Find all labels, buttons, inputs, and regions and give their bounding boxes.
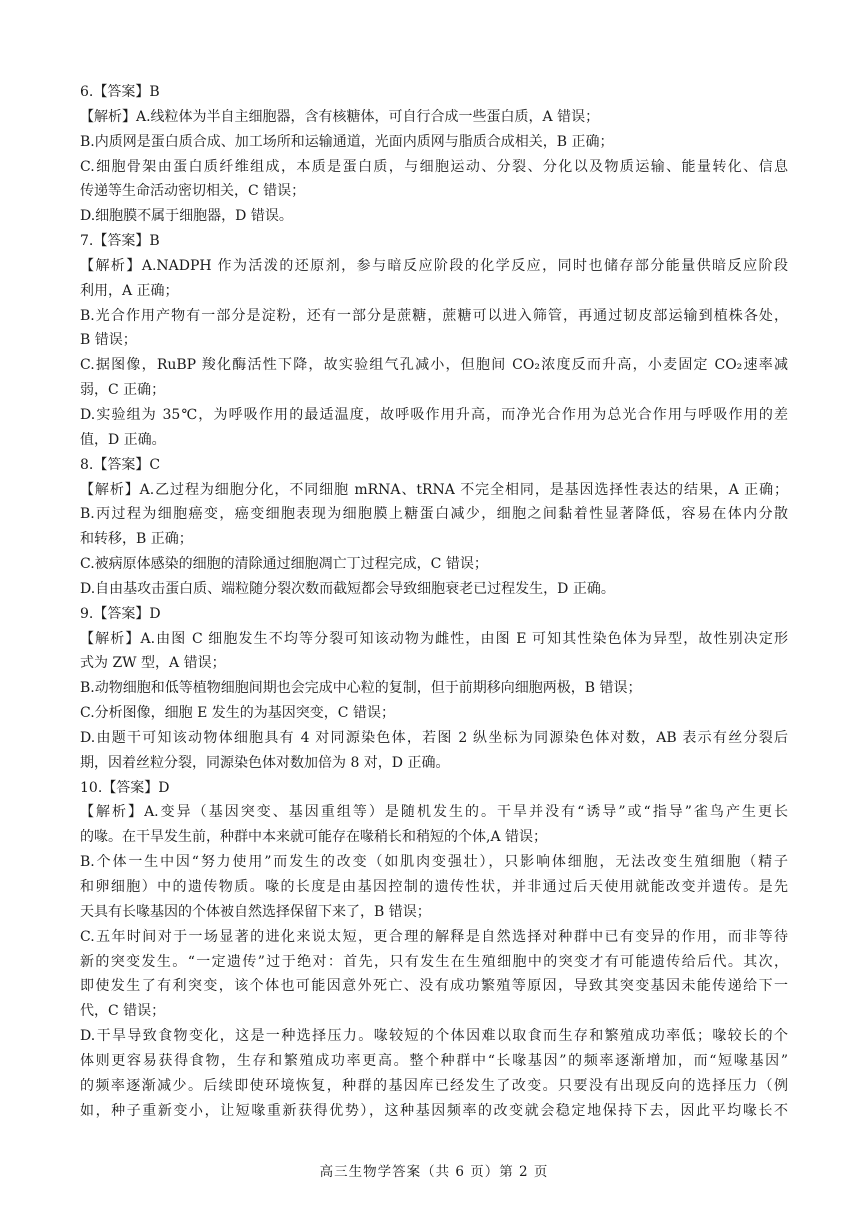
text-line: B.丙过程为细胞癌变，癌变细胞表现为细胞膜上糖蛋白减少，细胞之间黏着性显著降低，容易在体内分散 xyxy=(80,506,788,523)
text-line: 【解析】A.变异（基因突变、基因重组等）是随机发生的。干旱并没有“诱导”或“指导”雀鸟产生更长 xyxy=(80,804,788,821)
text-line: 期，因着丝粒分裂，同源染色体对数加倍为 8 对，D 正确。 xyxy=(80,754,450,771)
text-line: 和卵细胞）中的遗传物质。喙的长度是由基因控制的遗传性状，并非通过后天使用就能改变并遗传。是先 xyxy=(80,879,788,895)
text-line: 弱，C 正确； xyxy=(80,382,166,399)
text-line: D.由题干可知该动物体细胞具有 4 对同源染色体，若图 2 纵坐标为同源染色体对数，AB 表示有丝分裂后 xyxy=(80,729,788,746)
text-line: 代，C 错误； xyxy=(80,1003,166,1020)
text-line: 值，D 正确。 xyxy=(80,431,166,448)
text-line: 式为 ZW 型，A 错误； xyxy=(80,655,226,672)
text-line: 体则更容易获得食物，生存和繁殖成功率更高。整个种群中“长喙基因”的频率逐渐增加，而“短喙基因” xyxy=(80,1052,788,1069)
text-line: 【解析】A.NADPH 作为活泼的还原剂，参与暗反应阶段的化学反应，同时也储存部分能量供暗反应阶段 xyxy=(80,257,788,274)
text-line: 【解析】A.由图 C 细胞发生不均等分裂可知该动物为雌性，由图 E 可知其性染色体为异型，故性别决定形 xyxy=(80,630,788,647)
text-line: 9.【答案】D xyxy=(80,605,161,622)
text-line: 和转移，B 正确； xyxy=(80,531,193,548)
text-line: D.细胞膜不属于细胞器，D 错误。 xyxy=(80,208,293,225)
text-line: 新的突变发生。“一定遗传”过于绝对：首先，只有发生在生殖细胞中的突变才有可能遗传给后代。其次， xyxy=(80,953,788,970)
text-line: 【解析】A.乙过程为细胞分化，不同细胞 mRNA、tRNA 不完全相同，是基因选择性表达的结果，A 正确； xyxy=(80,481,788,498)
text-line: B.内质网是蛋白质合成、加工场所和运输通道，光面内质网与脂质合成相关，B 正确； xyxy=(80,133,614,150)
text-line: 的频率逐渐减少。后续即使环境恢复，种群的基因库已经发生了改变。只要没有出现反向的选择压力（例 xyxy=(80,1077,788,1094)
text-line: 即使发生了有利突变，该个体也可能因意外死亡、没有成功繁殖等原因，导致其突变基因未能传递给下一 xyxy=(80,978,788,995)
document-body xyxy=(80,80,788,1123)
text-line: C.五年时间对于一场显著的进化来说太短，更合理的解释是自然选择对种群中已有变异的作用，而非等待 xyxy=(80,928,788,945)
text-line: 【解析】A.线粒体为半自主细胞器，含有核糖体，可自行合成一些蛋白质，A 错误； xyxy=(80,108,600,125)
text-line: 7.【答案】B xyxy=(80,233,160,250)
text-line: B.光合作用产物有一部分是淀粉，还有一部分是蔗糖，蔗糖可以进入筛管，再通过韧皮部运输到植株各处， xyxy=(80,307,788,324)
text-line: 传递等生命活动密切相关，C 错误； xyxy=(80,183,306,200)
text-line: C.分析图像，细胞 E 发生的为基因突变，C 错误； xyxy=(80,705,395,722)
text-line: 如，种子重新变小，让短喙重新获得优势），这种基因频率的改变就会稳定地保持下去，因此平均喙长不 xyxy=(80,1102,788,1119)
text-line: B 错误； xyxy=(80,332,137,349)
text-line: D.实验组为 35℃，为呼吸作用的最适温度，故呼吸作用升高，而净光合作用为总光合作用与呼吸作用的差 xyxy=(80,406,788,423)
text-line: 10.【答案】D xyxy=(80,779,170,796)
text-line: 8.【答案】C xyxy=(80,456,161,473)
page-footer: 高三生物学答案（共 6 页）第 2 页 xyxy=(319,1164,549,1180)
text-line: 利用，A 正确； xyxy=(80,282,179,299)
text-line: C.细胞骨架由蛋白质纤维组成，本质是蛋白质，与细胞运动、分裂、分化以及物质运输、能量转化、信息 xyxy=(80,158,788,175)
text-line: 6.【答案】B xyxy=(80,84,160,100)
text-line: D.自由基攻击蛋白质、端粒随分裂次数而截短都会导致细胞衰老已过程发生，D 正确。 xyxy=(80,580,615,597)
text-line: 的喙。在干旱发生前，种群中本来就可能存在喙稍长和稍短的个体,A 错误； xyxy=(80,829,548,846)
text-line: 天具有长喙基因的个体被自然选择保留下来了，B 错误； xyxy=(80,903,431,920)
text-line: C.被病原体感染的细胞的清除通过细胞凋亡丁过程完成，C 错误； xyxy=(80,556,488,573)
text-line: D.干旱导致食物变化，这是一种选择压力。喙较短的个体因难以取食而生存和繁殖成功率低；喙较长的个 xyxy=(80,1028,788,1045)
text-line: B.动物细胞和低等植物细胞间期也会完成中心粒的复制，但于前期移向细胞两极，B 错误； xyxy=(80,680,642,697)
text-line: C.据图像，RuBP 羧化酶活性下降，故实验组气孔减小，但胞间 CO₂浓度反而升高，小麦固定 CO₂速率减 xyxy=(80,357,788,374)
text-line: B.个体一生中因“努力使用”而发生的改变（如肌肉变强壮），只影响体细胞，无法改变生殖细胞（精子 xyxy=(80,854,788,871)
